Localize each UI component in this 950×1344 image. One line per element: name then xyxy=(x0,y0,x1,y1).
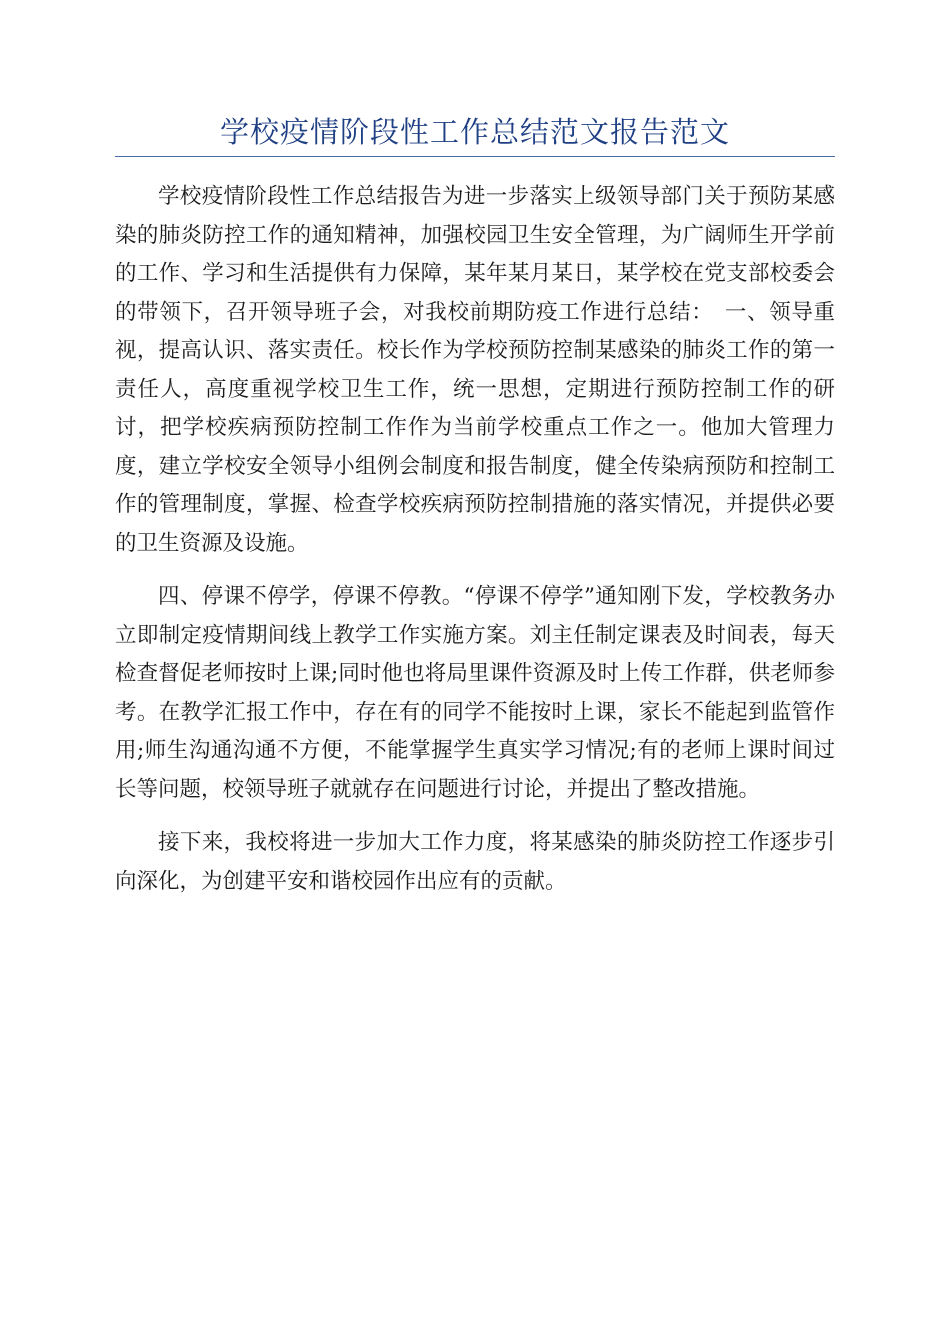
paragraph-3: 接下来，我校将进一步加大工作力度，将某感染的肺炎防控工作逐步引向深化，为创建平安和谐校园作出应有的贡献。 xyxy=(115,830,835,894)
paragraph-2: 四、停课不停学，停课不停教。“停课不停学”通知刚下发，学校教务办立即制定疫情期间线上教学工作实施方案。刘主任制定课表及时间表，每天检查督促老师按时上课;同时他也将局里课件资源及时上传工作群，供老师参考。在教学汇报工作中，存在有的同学不能按时上课，家长不能起到监管作用;师生沟通沟通不方便，不能掌握学生真实学习情况;有的老师上课时间过长等问题，校领导班子就就存在问题进行讨论，并提出了整改措施。 xyxy=(115,584,835,802)
document-body xyxy=(115,178,835,916)
document-title: 学校疫情阶段性工作总结范文报告范文 xyxy=(219,115,730,149)
paragraph-1: 学校疫情阶段性工作总结报告为进一步落实上级领导部门关于预防某感染的肺炎防控工作的通知精神，加强校园卫生安全管理，为广阔师生开学前的工作、学习和生活提供有力保障，某年某月某日，某学校在党支部校委会的带领下，召开领导班子会，对我校前期防疫工作进行总结： 一、领导重视，提高认识、落实责任。校长作为学校预防控制某感染的肺炎工作的第一责任人，高度重视学校卫生工作，统一思想，定期进行预防控制工作的研讨，把学校疾病预防控制工作作为当前学校重点工作之一。他加大管理力度，建立学校安全领导小组例会制度和报告制度，健全传染病预防和控制工作的管理制度，掌握、检查学校疾病预防控制措施的落实情况，并提供必要的卫生资源及设施。 xyxy=(115,184,835,556)
title-block xyxy=(115,112,835,157)
